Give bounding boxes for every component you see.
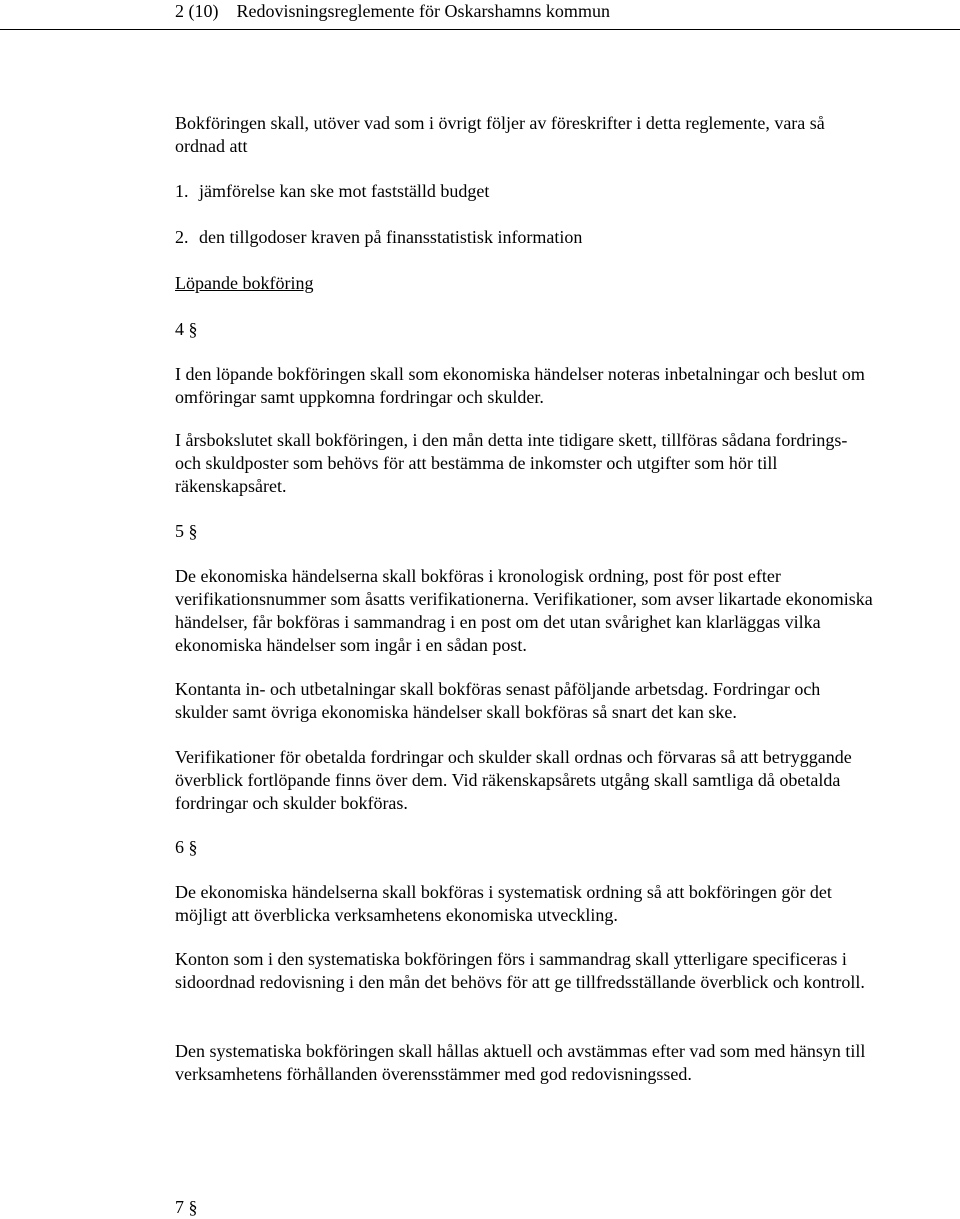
paragraph-6b: Konton som i den systematiska bokföringen förs i sammandrag skall ytterligare specificeras i sidoordnad redovisning i den mån det behövs för att ge tillfredsställande överblick och kontroll. — [175, 949, 865, 992]
paragraph-6a: De ekonomiska händelserna skall bokföras i systematisk ordning så att bokföringen gör det möjligt att överblicka verksamhetens ekonomiska utveckling. — [175, 882, 832, 925]
page-header — [175, 0, 610, 22]
document-title: Redovisningsreglemente för Oskarshamns kommun — [236, 1, 610, 21]
list-text: jämförelse kan ske mot fastställd budget — [199, 181, 490, 201]
list-item — [175, 180, 489, 203]
list-text: den tillgodoser kraven på finansstatistisk information — [199, 227, 583, 247]
paragraph-4b: I årsbokslutet skall bokföringen, i den mån detta inte tidigare skett, tillföras sådana fordrings- och skuldposter som behövs för att bestämma de inkomster och utgifter som hör till räkenskapsåret. — [175, 430, 848, 496]
paragraph-5a: De ekonomiska händelserna skall bokföras i kronologisk ordning, post för post efter verifikationsnummer som åsatts verifikationerna. Verifikationer, som avser likartade ekonomiska händelser, får bokföras i sammandrag i en post om det utan svårighet kan klarläggas vilka ekonomiska händelser som ingår i en sådan post. — [175, 566, 873, 655]
section-5-heading: 5 § — [175, 521, 198, 541]
list-number: 2. — [175, 227, 189, 247]
intro-paragraph: Bokföringen skall, utöver vad som i övrigt följer av föreskrifter i detta reglemente, vara så ordnad att — [175, 113, 825, 156]
section-6-heading: 6 § — [175, 837, 198, 857]
paragraph-5b: Kontanta in- och utbetalningar skall bokföras senast påföljande arbetsdag. Fordringar och skulder samt övriga ekonomiska händelser skall bokföras så snart det kan ske. — [175, 679, 821, 722]
section-4-heading: 4 § — [175, 319, 198, 339]
list-item — [175, 226, 582, 249]
paragraph-6c: Den systematiska bokföringen skall hållas aktuell och avstämmas efter vad som med hänsyn till verksamhetens förhållanden överensstämmer med god redovisningssed. — [175, 1041, 866, 1084]
paragraph-5c: Verifikationer för obetalda fordringar och skulder skall ordnas och förvaras så att betryggande överblick fortlöpande finns över dem. Vid räkenskapsårets utgång skall samtliga då obetalda fordringar och skulder bokföras. — [175, 747, 852, 813]
header-divider — [0, 29, 960, 30]
paragraph-4a: I den löpande bokföringen skall som ekonomiska händelser noteras inbetalningar och beslut om omföringar samt uppkomna fordringar och skulder. — [175, 364, 865, 407]
page-number: 2 (10) — [175, 1, 219, 21]
subheading-lopande-bokforing: Löpande bokföring — [175, 273, 314, 293]
section-7-heading: 7 § — [175, 1197, 198, 1217]
list-number: 1. — [175, 181, 189, 201]
